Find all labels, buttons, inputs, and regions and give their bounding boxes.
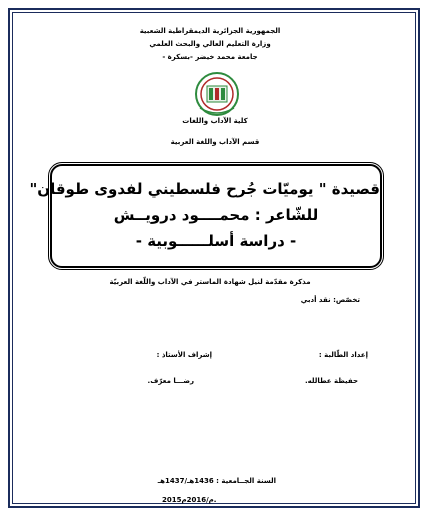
student-name: حفيظة عطالله. bbox=[304, 377, 358, 385]
title-line-3: - دراسة أسلــــــوبية - bbox=[135, 232, 297, 250]
academic-year-hijri: السنة الجــامعية : 1436هـ/1437هـ bbox=[157, 477, 276, 485]
title-line-2: للشّاعر : محمــــود درويــش bbox=[113, 206, 319, 224]
supervisor-label: إشراف الأستاذ : bbox=[156, 351, 212, 359]
university-line: جامعة محمد خيضر -بسكرة - bbox=[162, 53, 258, 61]
faculty-name: كلية الآداب واللغات bbox=[182, 117, 248, 125]
prepared-by-label: إعداد الطّالبة : bbox=[318, 351, 368, 359]
university-logo bbox=[188, 70, 246, 120]
specialty: تخصّص: نقد أدبي bbox=[300, 296, 360, 304]
department-name: قسم الآداب واللغة العربية bbox=[170, 138, 260, 146]
republic-line: الجمهورية الجزائرية الديمقراطية الشعبية bbox=[139, 27, 281, 35]
supervisor-name: رضـــا معرّف. bbox=[147, 377, 194, 385]
title-line-1: قصيدة " يوميّات جُرح فلسطيني لفدوى طوقان" bbox=[29, 180, 380, 198]
memoir-purpose: مذكرة مقدّمة لنيل شهادة الماستر في الآداب واللّغة العربيّة bbox=[109, 278, 311, 286]
title-frame bbox=[29, 164, 382, 268]
ministry-line: وزارة التعليم العالي والبحث العلمي bbox=[149, 40, 271, 48]
academic-year-gregorian: 2015م/2016م. bbox=[162, 496, 217, 504]
